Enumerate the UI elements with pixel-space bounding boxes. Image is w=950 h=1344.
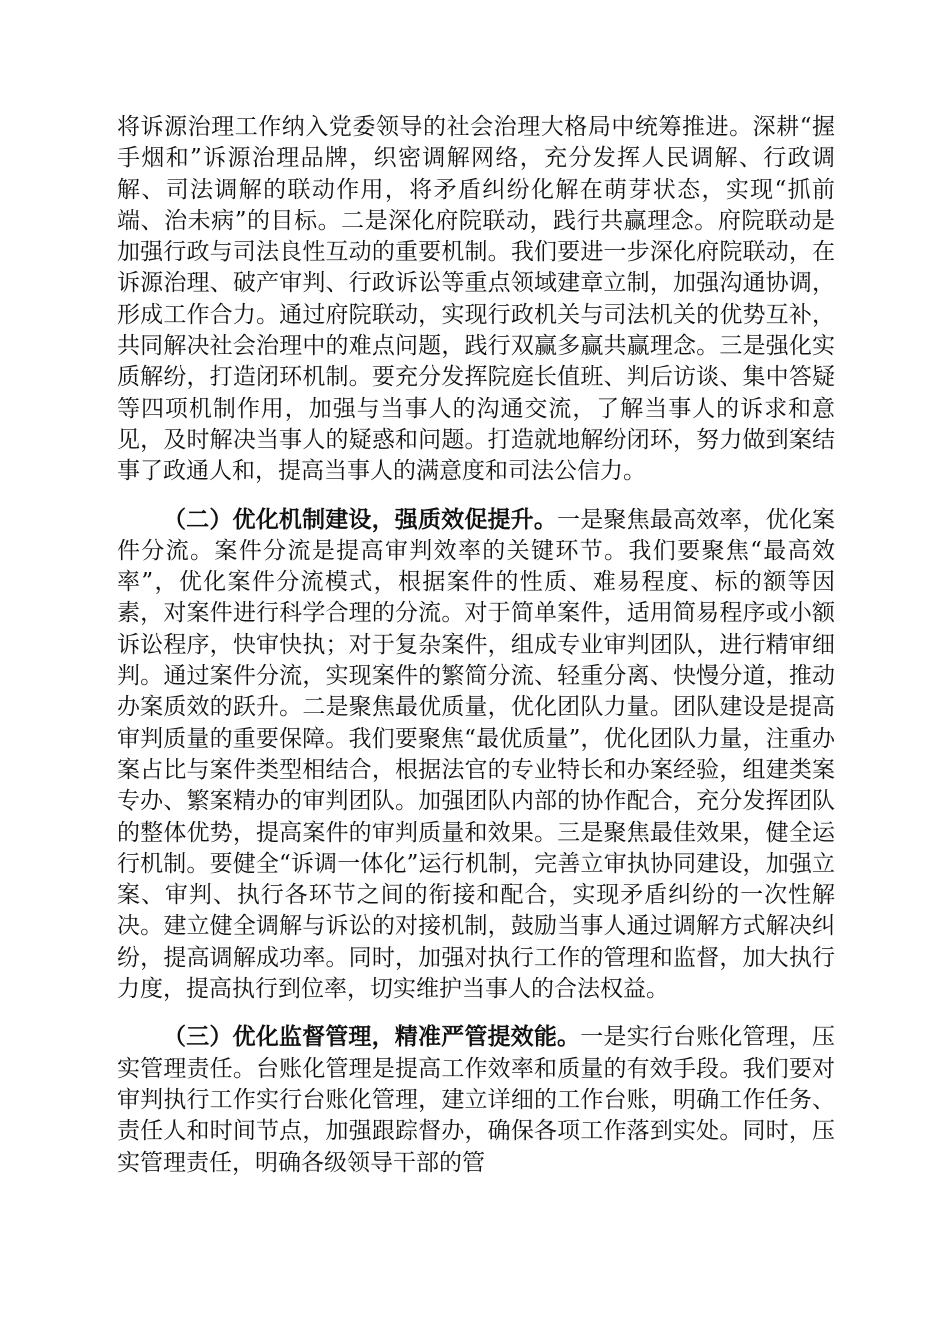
section-heading-2: （二）优化机制建设，强质效促提升。 (163, 506, 558, 533)
paragraph-text: 一是实行台账化管理，压实管理责任。台账化管理是提高工作效率和质量的有效手段。我们要对审判执行工作实行台账化管理，建立详细的工作台账，明确工作任务、责任人和时间节点，加强跟踪督办，确保各项工作落到实处。同时，压实管理责任，明确各级领导干部的管 (117, 1024, 836, 1176)
document-body (117, 112, 835, 1196)
paragraph-continuation (117, 112, 835, 488)
paragraph-text: 将诉源治理工作纳入党委领导的社会治理大格局中统筹推进。深耕“握手烟和”诉源治理品牌，织密调解网络，充分发挥人民调解、行政调解、司法调解的联动作用，将矛盾纠纷化解在萌芽状态，实现“抓前端、治未病”的目标。二是深化府院联动，践行共赢理念。府院联动是加强行政与司法良性互动的重要机制。我们要进一步深化府院联动，在诉源治理、破产审判、行政诉讼等重点领域建章立制，加强沟通协调，形成工作合力。通过府院联动，实现行政机关与司法机关的优势互补，共同解决社会治理中的难点问题，践行双赢多赢共赢理念。三是强化实质解纷，打造闭环机制。要充分发挥院庭长值班、判后访谈、集中答疑等四项机制作用，加强与当事人的沟通交流，了解当事人的诉求和意见，及时解决当事人的疑惑和问题。打造就地解纷闭环，努力做到案结事了政通人和，提高当事人的满意度和司法公信力。 (117, 114, 835, 485)
paragraph-section-3 (117, 1022, 835, 1178)
paragraph-section-2 (117, 505, 835, 1006)
section-heading-3: （三）优化监督管理，精准严管提效能。 (163, 1024, 581, 1051)
paragraph-text: 一是聚焦最高效率，优化案件分流。案件分流是提高审判效率的关键环节。我们要聚焦“最高效率”，优化案件分流模式，根据案件的性质、难易程度、标的额等因素，对案件进行科学合理的分流。对于简单案件，适用简易程序或小额诉讼程序，快审快执；对于复杂案件，组成专业审判团队，进行精审细判。通过案件分流，实现案件的繁简分流、轻重分离、快慢分道，推动办案质效的跃升。二是聚焦最优质量，优化团队力量。团队建设是提高审判质量的重要保障。我们要聚焦“最优质量”，优化团队力量，注重办案占比与案件类型相结合，根据法官的专业特长和办案经验，组建类案专办、繁案精办的审判团队。加强团队内部的协作配合，充分发挥团队的整体优势，提高案件的审判质量和效果。三是聚焦最佳效果，健全运行机制。要健全“诉调一体化”运行机制，完善立审执协同建设，加强立案、审判、执行各环节之间的衔接和配合，实现矛盾纠纷的一次性解决。建立健全调解与诉讼的对接机制，鼓励当事人通过调解方式解决纠纷，提高调解成功率。同时，加强对执行工作的管理和监督，加大执行力度，提高执行到位率，切实维护当事人的合法权益。 (117, 506, 836, 1003)
